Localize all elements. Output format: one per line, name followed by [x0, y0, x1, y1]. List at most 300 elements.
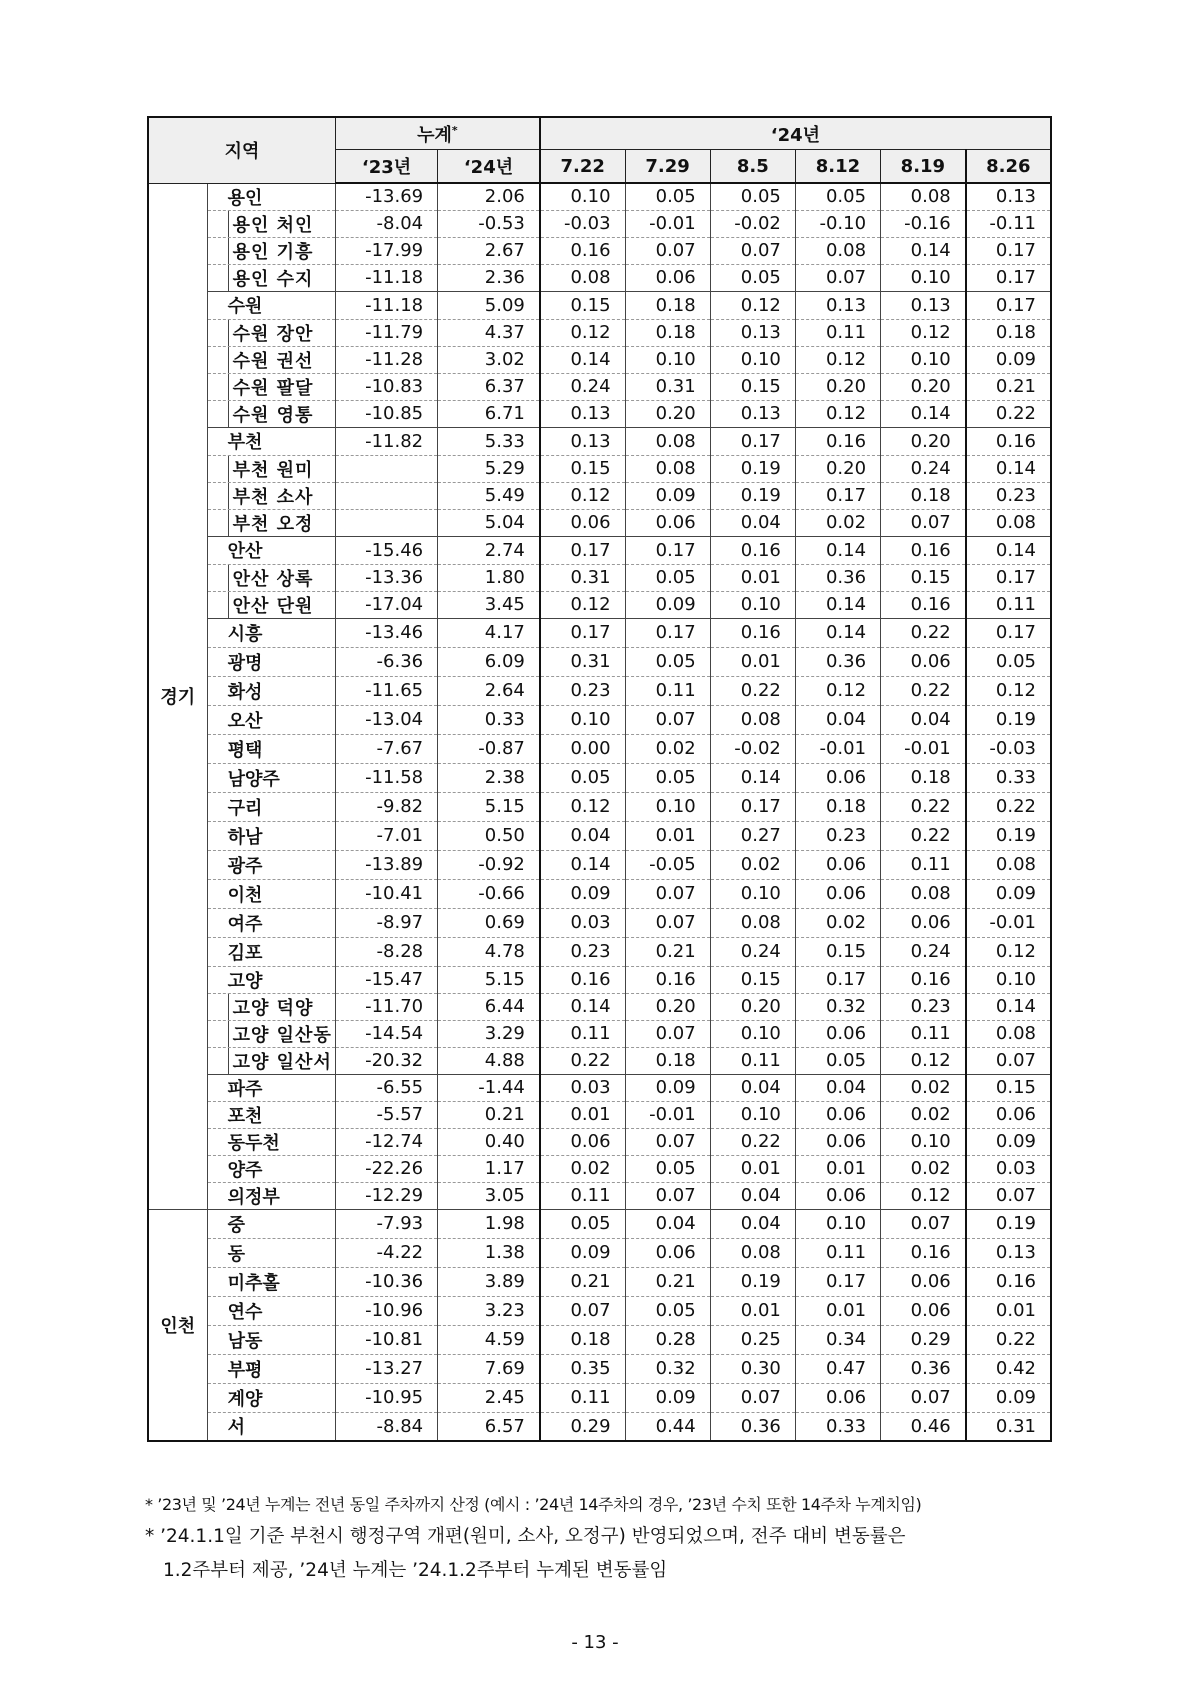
weekly-change-cell: 0.29 — [540, 1412, 625, 1441]
weekly-change-cell: 0.13 — [966, 183, 1051, 210]
cumulative-23-cell: -22.26 — [335, 1155, 437, 1182]
area-name-cell — [207, 237, 335, 264]
weekly-change-cell: 0.08 — [710, 705, 795, 734]
weekly-change-cell: 0.11 — [540, 1182, 625, 1209]
sub-area-name: 수원 팔달 — [228, 374, 320, 400]
weekly-change-cell: -0.01 — [795, 734, 880, 763]
cumulative-24-cell: 1.98 — [438, 1209, 540, 1238]
weekly-change-cell: 0.06 — [881, 908, 966, 937]
weekly-change-cell: 0.13 — [795, 291, 880, 319]
weekly-change-cell: 0.17 — [540, 536, 625, 564]
sub-area-name: 고양 덕양 — [228, 994, 320, 1020]
cumulative-24-cell: 2.64 — [438, 676, 540, 705]
weekly-change-cell: 0.11 — [881, 1020, 966, 1047]
cumulative-23-cell: -11.65 — [335, 676, 437, 705]
sub-area-name: 부천 소사 — [228, 483, 320, 509]
weekly-change-cell: 0.04 — [710, 1209, 795, 1238]
table-row — [148, 1354, 1051, 1383]
cumulative-24-cell: 2.36 — [438, 264, 540, 291]
area-name-cell: 광명 — [207, 647, 335, 676]
table-row — [148, 237, 1051, 264]
table-row — [148, 1020, 1051, 1047]
weekly-change-cell: 0.10 — [710, 1020, 795, 1047]
table-row — [148, 1412, 1051, 1441]
weekly-change-cell: 0.24 — [540, 373, 625, 400]
weekly-change-cell: 0.14 — [710, 763, 795, 792]
weekly-change-cell: -0.01 — [966, 908, 1051, 937]
cumulative-24-cell: 3.02 — [438, 346, 540, 373]
weekly-change-cell: 0.33 — [795, 1412, 880, 1441]
cumulative-23-cell: -15.46 — [335, 536, 437, 564]
cumulative-23-cell: -15.47 — [335, 966, 437, 993]
weekly-change-cell: 0.10 — [625, 346, 710, 373]
weekly-change-cell: 0.17 — [710, 427, 795, 455]
weekly-change-cell: 0.07 — [540, 1296, 625, 1325]
weekly-change-cell: 0.06 — [795, 1182, 880, 1209]
table-row — [148, 564, 1051, 591]
table-row — [148, 1182, 1051, 1209]
weekly-change-cell: 0.09 — [540, 879, 625, 908]
cumulative-23-cell: -11.70 — [335, 993, 437, 1020]
weekly-change-cell: 0.36 — [795, 564, 880, 591]
table-row — [148, 850, 1051, 879]
table-row — [148, 792, 1051, 821]
weekly-change-cell: 0.12 — [881, 1182, 966, 1209]
cumulative-23-cell: -13.89 — [335, 850, 437, 879]
cumulative-24-cell: 6.57 — [438, 1412, 540, 1441]
weekly-change-cell: 0.05 — [625, 183, 710, 210]
weekly-change-cell: 0.05 — [710, 183, 795, 210]
area-name-cell: 용인 — [207, 183, 335, 210]
cumulative-23-cell: -6.36 — [335, 647, 437, 676]
weekly-change-cell: 0.01 — [710, 1155, 795, 1182]
weekly-change-cell: 0.09 — [625, 482, 710, 509]
weekly-change-cell: 0.05 — [625, 564, 710, 591]
cumulative-24-cell: 0.69 — [438, 908, 540, 937]
area-name-cell: 안산 — [207, 536, 335, 564]
table-row — [148, 908, 1051, 937]
weekly-change-cell: 0.02 — [540, 1155, 625, 1182]
cumulative-23-cell: -14.54 — [335, 1020, 437, 1047]
weekly-change-cell: 0.25 — [710, 1325, 795, 1354]
weekly-change-cell: 0.16 — [710, 536, 795, 564]
weekly-change-cell: 0.04 — [710, 1074, 795, 1101]
cumulative-23-cell: -11.18 — [335, 264, 437, 291]
col-header-24: ‘24년 — [438, 150, 540, 184]
weekly-change-cell: 0.14 — [795, 591, 880, 618]
cumulative-footnote-mark: * — [451, 123, 458, 137]
col-header-week: 8.19 — [881, 150, 966, 184]
weekly-change-cell: 0.04 — [710, 1182, 795, 1209]
weekly-change-cell: 0.06 — [625, 1238, 710, 1267]
footnote-bucheon — [145, 1520, 1055, 1588]
weekly-change-cell: 0.36 — [795, 647, 880, 676]
weekly-change-cell: 0.30 — [710, 1354, 795, 1383]
weekly-change-cell: 0.16 — [540, 966, 625, 993]
area-name-cell: 파주 — [207, 1074, 335, 1101]
weekly-change-cell: 0.18 — [881, 482, 966, 509]
weekly-change-cell: 0.07 — [625, 1182, 710, 1209]
cumulative-23-cell: -11.82 — [335, 427, 437, 455]
weekly-change-cell: 0.16 — [710, 618, 795, 647]
weekly-change-cell: 0.19 — [710, 482, 795, 509]
weekly-change-cell: 0.10 — [710, 591, 795, 618]
weekly-change-cell: 0.23 — [795, 821, 880, 850]
weekly-change-cell: 0.13 — [540, 400, 625, 427]
table-row — [148, 763, 1051, 792]
weekly-change-cell: 0.05 — [540, 1209, 625, 1238]
area-name-cell: 시흥 — [207, 618, 335, 647]
table-row — [148, 1238, 1051, 1267]
weekly-change-cell: 0.31 — [966, 1412, 1051, 1441]
weekly-change-cell: 0.13 — [966, 1238, 1051, 1267]
weekly-change-cell: 0.17 — [966, 618, 1051, 647]
cumulative-24-cell: 3.23 — [438, 1296, 540, 1325]
table-row — [148, 1267, 1051, 1296]
weekly-change-cell: 0.17 — [625, 536, 710, 564]
weekly-change-cell: 0.19 — [710, 1267, 795, 1296]
weekly-change-cell: 0.17 — [966, 237, 1051, 264]
area-name-cell — [207, 210, 335, 237]
cumulative-24-cell: 2.74 — [438, 536, 540, 564]
cumulative-24-cell: 2.67 — [438, 237, 540, 264]
weekly-change-cell: 0.06 — [625, 264, 710, 291]
area-name-cell: 화성 — [207, 676, 335, 705]
weekly-change-cell: 0.28 — [625, 1325, 710, 1354]
weekly-change-cell: 0.10 — [710, 346, 795, 373]
col-header-week: 7.29 — [625, 150, 710, 184]
cumulative-23-cell: -12.29 — [335, 1182, 437, 1209]
weekly-change-cell: 0.09 — [966, 879, 1051, 908]
table-row — [148, 705, 1051, 734]
table-row — [148, 264, 1051, 291]
weekly-change-cell: 0.07 — [881, 1383, 966, 1412]
weekly-change-cell: 0.17 — [966, 264, 1051, 291]
cumulative-24-cell: 3.89 — [438, 1267, 540, 1296]
cumulative-24-cell: 2.38 — [438, 763, 540, 792]
cumulative-24-cell: 5.09 — [438, 291, 540, 319]
weekly-change-cell: 0.10 — [540, 705, 625, 734]
weekly-change-cell: -0.01 — [625, 210, 710, 237]
weekly-change-cell: 0.17 — [540, 618, 625, 647]
cumulative-24-cell: 7.69 — [438, 1354, 540, 1383]
area-name-cell — [207, 591, 335, 618]
weekly-change-cell: 0.07 — [795, 264, 880, 291]
weekly-change-cell: 0.06 — [881, 1267, 966, 1296]
cumulative-24-cell: 4.59 — [438, 1325, 540, 1354]
cumulative-header — [335, 117, 539, 150]
weekly-change-cell: 0.10 — [710, 1101, 795, 1128]
cumulative-23-cell: -17.99 — [335, 237, 437, 264]
weekly-change-cell: 0.13 — [710, 319, 795, 346]
region-header: 지역 — [148, 117, 335, 183]
cumulative-23-cell: -13.69 — [335, 183, 437, 210]
weekly-change-cell: 0.14 — [540, 850, 625, 879]
weekly-change-cell: 0.20 — [710, 993, 795, 1020]
weekly-change-cell: 0.02 — [625, 734, 710, 763]
weekly-change-cell: 0.21 — [966, 373, 1051, 400]
weekly-change-cell: 0.17 — [625, 618, 710, 647]
weekly-change-cell: 0.05 — [625, 1296, 710, 1325]
weekly-change-cell: 0.16 — [540, 237, 625, 264]
area-name-cell: 서 — [207, 1412, 335, 1441]
cumulative-23-cell: -12.74 — [335, 1128, 437, 1155]
table-row — [148, 373, 1051, 400]
weekly-change-cell: -0.11 — [966, 210, 1051, 237]
cumulative-header-label: 누계 — [417, 124, 452, 146]
price-change-table-container — [147, 116, 1052, 1442]
weekly-change-cell: 0.29 — [881, 1325, 966, 1354]
weekly-change-cell: -0.02 — [710, 734, 795, 763]
table-row — [148, 183, 1051, 210]
weekly-change-cell: 0.08 — [540, 264, 625, 291]
weekly-change-cell: 0.12 — [966, 676, 1051, 705]
weekly-change-cell: 0.09 — [625, 1383, 710, 1412]
weekly-change-cell: 0.36 — [710, 1412, 795, 1441]
weekly-change-cell: 0.03 — [540, 908, 625, 937]
weekly-change-cell: 0.34 — [795, 1325, 880, 1354]
weekly-change-cell: 0.06 — [881, 1296, 966, 1325]
sub-area-name: 부천 원미 — [228, 456, 320, 482]
weekly-change-cell: 0.15 — [540, 455, 625, 482]
cumulative-23-cell: -10.85 — [335, 400, 437, 427]
table-row — [148, 993, 1051, 1020]
sub-area-name: 고양 일산서 — [228, 1048, 338, 1074]
cumulative-24-cell: 0.50 — [438, 821, 540, 850]
table-header — [148, 117, 1051, 183]
table-row — [148, 966, 1051, 993]
weekly-change-cell: 0.14 — [795, 536, 880, 564]
weekly-change-cell: 0.06 — [966, 1101, 1051, 1128]
weekly-change-cell: 0.12 — [881, 319, 966, 346]
weekly-change-cell: 0.18 — [966, 319, 1051, 346]
weekly-change-cell: 0.08 — [966, 1020, 1051, 1047]
cumulative-23-cell — [335, 482, 437, 509]
cumulative-24-cell: 2.45 — [438, 1383, 540, 1412]
table-row — [148, 1209, 1051, 1238]
cumulative-23-cell: -8.84 — [335, 1412, 437, 1441]
area-name-cell: 고양 — [207, 966, 335, 993]
weekly-change-cell: 0.20 — [881, 427, 966, 455]
area-name-cell: 계양 — [207, 1383, 335, 1412]
weekly-change-cell: 0.32 — [625, 1354, 710, 1383]
weekly-change-cell: 0.36 — [881, 1354, 966, 1383]
weekly-change-cell: 0.20 — [795, 455, 880, 482]
weekly-change-cell: 0.08 — [966, 850, 1051, 879]
weekly-change-cell: 0.07 — [625, 705, 710, 734]
table-row — [148, 400, 1051, 427]
cumulative-23-cell: -11.28 — [335, 346, 437, 373]
area-name-cell — [207, 400, 335, 427]
weekly-change-cell: 0.14 — [966, 455, 1051, 482]
weekly-change-cell: 0.04 — [625, 1209, 710, 1238]
weekly-change-cell: 0.14 — [540, 346, 625, 373]
weekly-change-cell: 0.10 — [795, 1209, 880, 1238]
cumulative-23-cell: -7.93 — [335, 1209, 437, 1238]
area-name-cell: 김포 — [207, 937, 335, 966]
area-name-cell: 구리 — [207, 792, 335, 821]
weekly-change-cell: 0.10 — [881, 264, 966, 291]
weekly-change-cell: 0.16 — [795, 427, 880, 455]
weekly-change-cell: 0.21 — [625, 937, 710, 966]
weekly-change-cell: 0.02 — [710, 850, 795, 879]
weekly-change-cell: 0.06 — [795, 879, 880, 908]
weekly-change-cell: 0.01 — [795, 1155, 880, 1182]
cumulative-24-cell: 5.04 — [438, 509, 540, 536]
weekly-change-cell: 0.16 — [881, 536, 966, 564]
weekly-change-cell: 0.05 — [966, 647, 1051, 676]
weekly-change-cell: 0.31 — [540, 564, 625, 591]
cumulative-23-cell: -10.41 — [335, 879, 437, 908]
cumulative-23-cell: -10.95 — [335, 1383, 437, 1412]
weekly-change-cell: 0.12 — [795, 400, 880, 427]
weekly-change-cell: 0.19 — [966, 821, 1051, 850]
weekly-change-cell: 0.15 — [540, 291, 625, 319]
table-row — [148, 427, 1051, 455]
weekly-change-cell: 0.05 — [795, 1047, 880, 1074]
weekly-change-cell: 0.22 — [966, 400, 1051, 427]
cumulative-23-cell: -13.04 — [335, 705, 437, 734]
weekly-change-cell: 0.07 — [625, 879, 710, 908]
area-name-cell: 포천 — [207, 1101, 335, 1128]
cumulative-24-cell: 6.71 — [438, 400, 540, 427]
cumulative-24-cell: 3.05 — [438, 1182, 540, 1209]
table-row — [148, 1325, 1051, 1354]
weekly-change-cell: 0.05 — [540, 763, 625, 792]
area-name-cell: 부천 — [207, 427, 335, 455]
cumulative-24-cell: 3.45 — [438, 591, 540, 618]
weekly-change-cell: 0.12 — [966, 937, 1051, 966]
weekly-change-cell: 0.06 — [540, 1128, 625, 1155]
weekly-change-cell: 0.07 — [625, 908, 710, 937]
weekly-change-cell: 0.24 — [881, 455, 966, 482]
weekly-change-cell: 0.14 — [881, 400, 966, 427]
year24-weekly-header: ‘24년 — [540, 117, 1051, 150]
weekly-change-cell: 0.10 — [881, 1128, 966, 1155]
cumulative-23-cell: -8.97 — [335, 908, 437, 937]
weekly-change-cell: 0.06 — [881, 647, 966, 676]
weekly-change-cell: 0.08 — [625, 455, 710, 482]
weekly-change-cell: -0.16 — [881, 210, 966, 237]
region-cell: 경기 — [148, 183, 207, 1209]
weekly-change-cell: 0.05 — [795, 183, 880, 210]
weekly-change-cell: 0.00 — [540, 734, 625, 763]
weekly-change-cell: 0.32 — [795, 993, 880, 1020]
area-name-cell: 평택 — [207, 734, 335, 763]
weekly-change-cell: 0.12 — [540, 482, 625, 509]
area-name-cell — [207, 993, 335, 1020]
table-row — [148, 1101, 1051, 1128]
weekly-change-cell: 0.09 — [966, 346, 1051, 373]
weekly-change-cell: 0.21 — [625, 1267, 710, 1296]
weekly-change-cell: 0.10 — [966, 966, 1051, 993]
table-row — [148, 879, 1051, 908]
weekly-change-cell: 0.16 — [881, 591, 966, 618]
footnote-cumulative: * ’23년 및 ’24년 누계는 전년 동일 주차까지 산정 (예시 : ’24년 14주차의 경우, ’23년 수치 또한 14주차 누계치임) — [145, 1495, 922, 1514]
weekly-change-cell: 0.01 — [710, 647, 795, 676]
weekly-change-cell: 0.01 — [540, 1101, 625, 1128]
cumulative-23-cell: -13.46 — [335, 618, 437, 647]
weekly-change-cell: 0.11 — [966, 591, 1051, 618]
weekly-change-cell: 0.22 — [710, 1128, 795, 1155]
weekly-change-cell: 0.14 — [881, 237, 966, 264]
weekly-change-cell: 0.05 — [625, 763, 710, 792]
area-name-cell: 동두천 — [207, 1128, 335, 1155]
weekly-change-cell: 0.27 — [710, 821, 795, 850]
table-row — [148, 536, 1051, 564]
cumulative-24-cell: -1.44 — [438, 1074, 540, 1101]
weekly-change-cell: 0.22 — [540, 1047, 625, 1074]
weekly-change-cell: 0.11 — [540, 1383, 625, 1412]
weekly-change-cell: 0.02 — [881, 1074, 966, 1101]
table-row — [148, 346, 1051, 373]
sub-area-name: 부천 오정 — [228, 510, 320, 536]
weekly-change-cell: 0.04 — [710, 509, 795, 536]
area-name-cell: 동 — [207, 1238, 335, 1267]
weekly-change-cell: 0.17 — [710, 792, 795, 821]
region-cell: 인천 — [148, 1209, 207, 1441]
table-row — [148, 821, 1051, 850]
weekly-change-cell: 0.02 — [795, 509, 880, 536]
weekly-change-cell: -0.05 — [625, 850, 710, 879]
cumulative-24-cell: -0.66 — [438, 879, 540, 908]
cumulative-23-cell: -8.28 — [335, 937, 437, 966]
cumulative-24-cell: 6.44 — [438, 993, 540, 1020]
weekly-change-cell: 0.07 — [625, 1020, 710, 1047]
footnote-bucheon-line1: * ’24.1.1일 기준 부천시 행정구역 개편(원미, 소사, 오정구) 반영되었으며, 전주 대비 변동률은 — [145, 1526, 906, 1547]
weekly-change-cell: 0.01 — [710, 564, 795, 591]
cumulative-24-cell: -0.87 — [438, 734, 540, 763]
area-name-cell: 여주 — [207, 908, 335, 937]
weekly-change-cell: -0.03 — [966, 734, 1051, 763]
table-row — [148, 676, 1051, 705]
sub-area-name: 고양 일산동 — [228, 1021, 338, 1047]
weekly-change-cell: 0.16 — [966, 1267, 1051, 1296]
weekly-change-cell: 0.22 — [881, 792, 966, 821]
weekly-change-cell: 0.23 — [540, 937, 625, 966]
table-row — [148, 1047, 1051, 1074]
weekly-change-cell: 0.18 — [625, 319, 710, 346]
weekly-change-cell: 0.03 — [966, 1155, 1051, 1182]
weekly-change-cell: 0.14 — [540, 993, 625, 1020]
area-name-cell: 오산 — [207, 705, 335, 734]
cumulative-23-cell: -5.57 — [335, 1101, 437, 1128]
weekly-change-cell: 0.24 — [881, 937, 966, 966]
area-name-cell — [207, 455, 335, 482]
weekly-change-cell: 0.24 — [710, 937, 795, 966]
area-name-cell — [207, 373, 335, 400]
weekly-change-cell: 0.07 — [625, 237, 710, 264]
table-row — [148, 1128, 1051, 1155]
weekly-change-cell: 0.05 — [625, 647, 710, 676]
weekly-change-cell: 0.09 — [540, 1238, 625, 1267]
weekly-change-cell: 0.20 — [625, 993, 710, 1020]
area-name-cell: 광주 — [207, 850, 335, 879]
weekly-change-cell: 0.03 — [540, 1074, 625, 1101]
cumulative-24-cell: 0.40 — [438, 1128, 540, 1155]
cumulative-23-cell: -11.58 — [335, 763, 437, 792]
weekly-change-cell: 0.08 — [795, 237, 880, 264]
table-body — [148, 183, 1051, 1441]
cumulative-24-cell: 5.15 — [438, 966, 540, 993]
weekly-change-cell: 0.18 — [625, 1047, 710, 1074]
weekly-change-cell: 0.10 — [540, 183, 625, 210]
table-row — [148, 291, 1051, 319]
weekly-change-cell: 0.20 — [881, 373, 966, 400]
cumulative-23-cell — [335, 455, 437, 482]
cumulative-23-cell: -4.22 — [335, 1238, 437, 1267]
weekly-change-cell: 0.33 — [966, 763, 1051, 792]
